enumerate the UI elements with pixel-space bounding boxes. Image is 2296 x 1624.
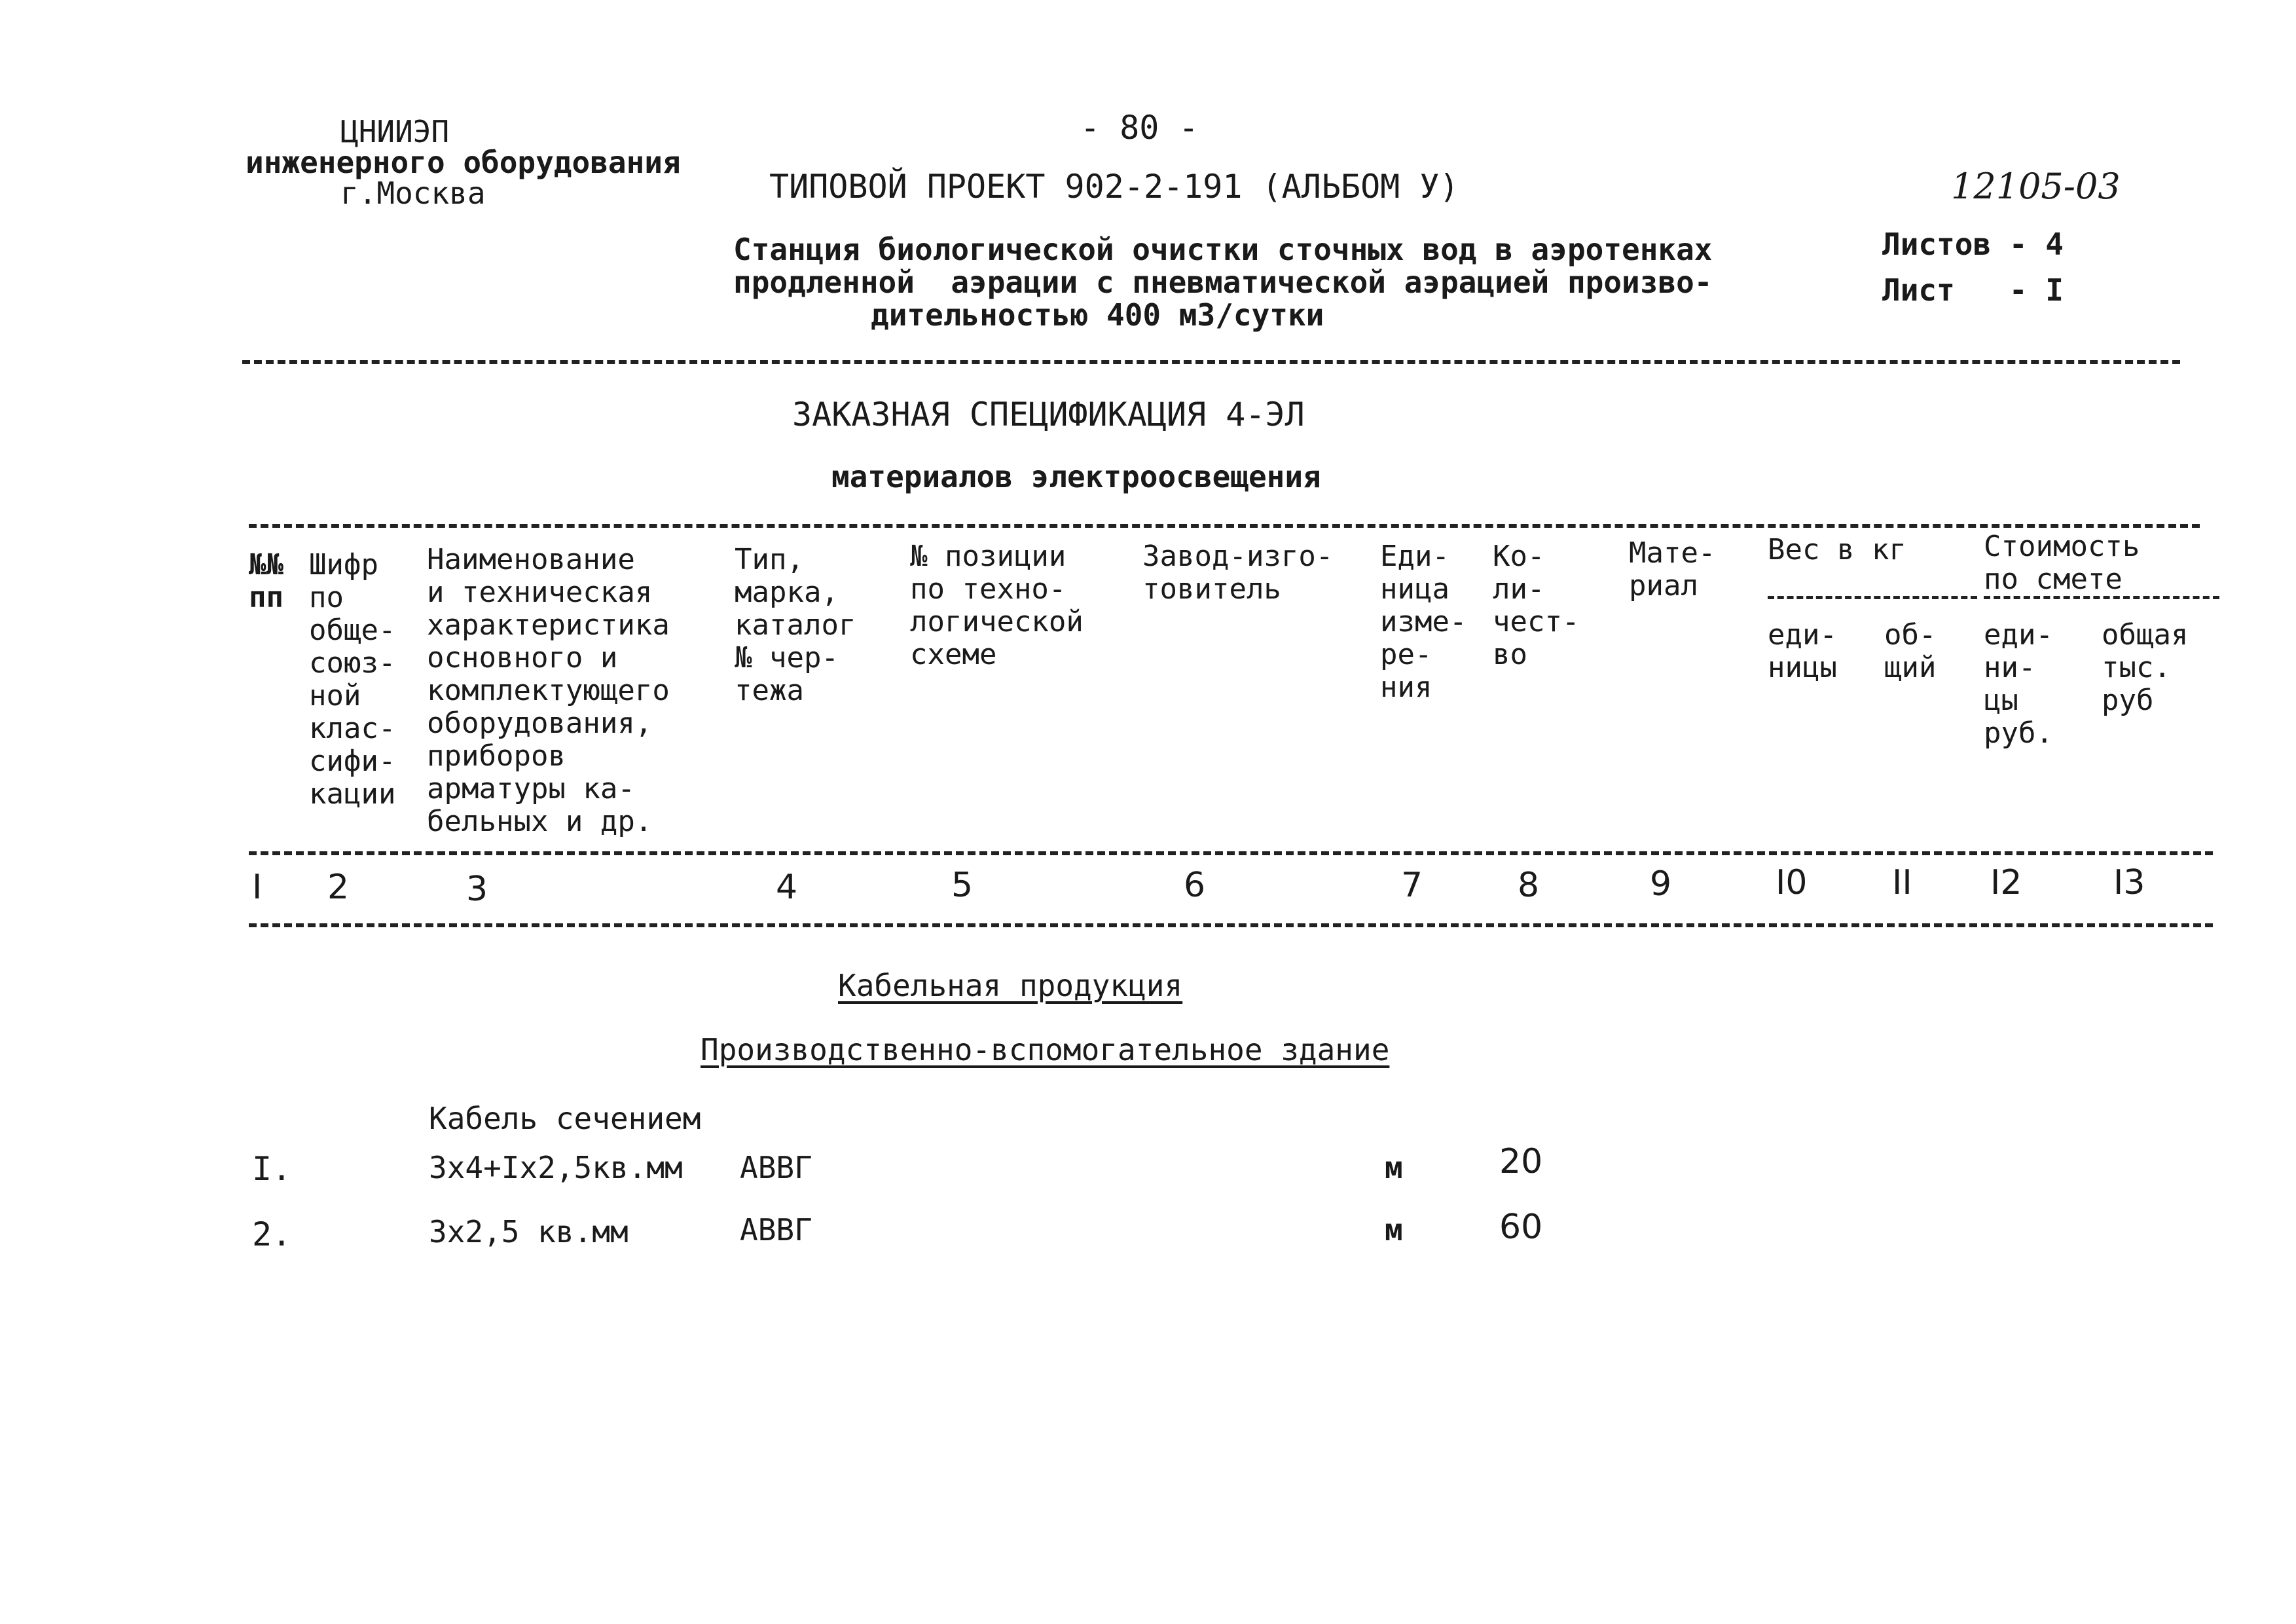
- cost-divider: [1984, 596, 2219, 599]
- item-2-quantity: 60: [1499, 1208, 1543, 1247]
- weight-divider: [1768, 596, 1977, 599]
- table-header-top-line: [249, 524, 2200, 528]
- spec-title: ЗАКАЗНАЯ СПЕЦИФИКАЦИЯ 4-ЭЛ: [792, 396, 1305, 434]
- column-number-4: 4: [776, 868, 798, 907]
- header-manufacturer: Завод-изго- товитель: [1142, 540, 1334, 606]
- spec-subtitle: материалов электроосвещения: [831, 459, 1321, 494]
- station-line-3: дительностью 400 м3/сутки: [871, 297, 1324, 333]
- item-2-number: 2.: [252, 1215, 292, 1253]
- separator-top: [242, 360, 2180, 364]
- item-2-unit: м: [1385, 1212, 1403, 1247]
- project-title: ТИПОВОЙ ПРОЕКТ 902-2-191 (АЛЬБОМ У): [769, 168, 1459, 206]
- sheets-count: Листов - 4: [1882, 227, 2064, 262]
- column-number-5: 5: [951, 866, 974, 905]
- header-material: Мате- риал: [1629, 536, 1716, 602]
- item-2-type: АВВГ: [740, 1212, 812, 1247]
- header-position: № позиции по техно- логической схеме: [910, 540, 1084, 671]
- project-code: 12105-03: [1951, 166, 2121, 207]
- item-1-type: АВВГ: [740, 1150, 812, 1185]
- header-cost-total: общая тыс. руб: [2102, 618, 2189, 717]
- column-numbers-top-line: [249, 851, 2213, 855]
- header-name: Наименование и техническая характеристика основного и комплектующего оборудования, приборов арматуры ка- бельных и др.: [427, 543, 670, 838]
- section-title: Кабельная продукция: [838, 968, 1183, 1003]
- header-unit: Еди- ница изме- ре- ния: [1380, 540, 1467, 704]
- column-number-9: 9: [1650, 864, 1672, 904]
- page-number: - 80 -: [1080, 109, 1199, 147]
- org-name: ЦНИИЭП: [340, 114, 450, 149]
- item-1-name: 3х4+Iх2,5кв.мм: [429, 1150, 683, 1185]
- item-1-quantity: 20: [1499, 1142, 1543, 1181]
- sheet-number: Лист - I: [1882, 272, 2064, 308]
- header-type: Тип, марка, каталог № чер- тежа: [735, 543, 856, 707]
- header-classification-code: Шифр по обще- союз- ной клас- сифи- кации: [309, 548, 396, 811]
- column-number-8: 8: [1518, 866, 1540, 905]
- header-weight-total: об- щий: [1884, 618, 1937, 684]
- items-intro: Кабель сечением: [429, 1101, 701, 1136]
- column-number-3: 3: [466, 870, 488, 909]
- column-number-2: 2: [327, 868, 350, 907]
- station-line-2: продленной аэрации с пневматической аэрацией произво-: [733, 265, 1713, 300]
- station-line-1: Станция биологической очистки сточных вод в аэротенках: [733, 232, 1713, 267]
- item-1-unit: м: [1385, 1150, 1403, 1185]
- subsection-title: Производственно-вспомогательное здание: [701, 1032, 1390, 1067]
- column-numbers-bottom-line: [249, 923, 2213, 927]
- org-department: инженерного оборудования: [246, 145, 681, 180]
- column-number-1: I: [252, 868, 263, 907]
- column-number-11: II: [1892, 863, 1912, 902]
- column-number-12: I2: [1990, 863, 2022, 902]
- column-number-13: I3: [2113, 863, 2145, 902]
- header-row-number: №№ пп: [249, 548, 283, 614]
- item-2-name: 3х2,5 кв.мм: [429, 1214, 629, 1249]
- header-cost: Стоимость по смете: [1984, 530, 2140, 596]
- column-number-7: 7: [1401, 866, 1423, 905]
- column-number-10: I0: [1776, 863, 1808, 902]
- item-1-number: I.: [252, 1150, 292, 1188]
- header-weight: Вес в кг: [1768, 533, 1906, 566]
- org-city: г.Москва: [340, 175, 486, 211]
- column-number-6: 6: [1184, 866, 1206, 905]
- header-weight-unit: еди- ницы: [1768, 618, 1837, 684]
- header-quantity: Ко- ли- чест- во: [1493, 540, 1580, 671]
- header-cost-unit: еди- ни- цы руб.: [1984, 618, 2053, 750]
